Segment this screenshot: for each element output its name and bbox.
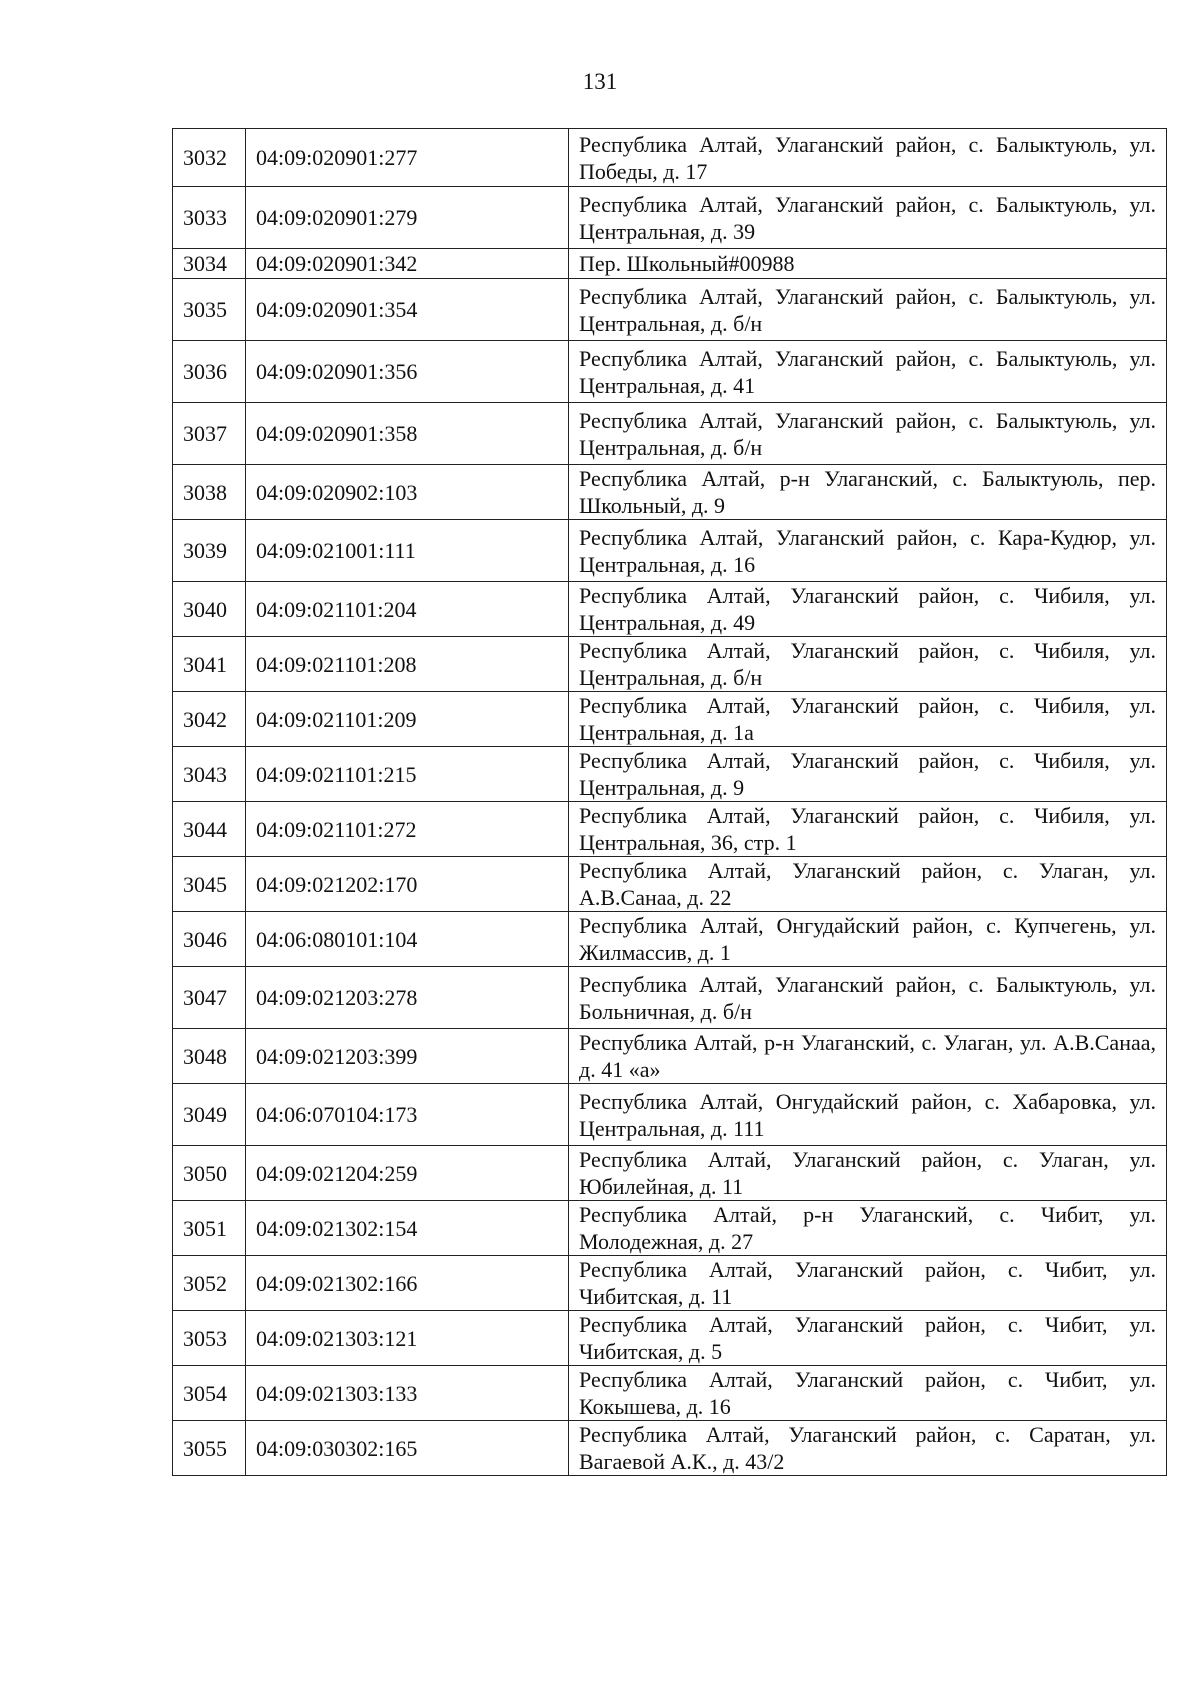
- cadastral-number: 04:09:030302:165: [246, 1421, 569, 1476]
- table-row: [173, 582, 1167, 637]
- table-row: [173, 1366, 1167, 1421]
- table-row: [173, 1421, 1167, 1476]
- address: Республика Алтай, Улаганский район, с. Чибиля, ул. Центральная, д. 49: [569, 582, 1167, 637]
- table-body: [173, 129, 1167, 1476]
- table-row: [173, 249, 1167, 279]
- address: Республика Алтай, Онгудайский район, с. Купчегень, ул. Жилмассив, д. 1: [569, 912, 1167, 967]
- table-row: [173, 1146, 1167, 1201]
- table-row: [173, 637, 1167, 692]
- address: Республика Алтай, Улаганский район, с. Улаган, ул. А.В.Санаа, д. 22: [569, 857, 1167, 912]
- row-number: 3048: [173, 1029, 246, 1084]
- cadastral-number: 04:09:021101:272: [246, 802, 569, 857]
- cadastral-number: 04:09:021302:166: [246, 1256, 569, 1311]
- row-number: 3039: [173, 520, 246, 582]
- table-row: [173, 1256, 1167, 1311]
- row-number: 3051: [173, 1201, 246, 1256]
- address: Республика Алтай, р-н Улаганский, с. Чибит, ул. Молодежная, д. 27: [569, 1201, 1167, 1256]
- address: Республика Алтай, Улаганский район, с. Чибит, ул. Кокышева, д. 16: [569, 1366, 1167, 1421]
- cadastral-number: 04:09:020902:103: [246, 465, 569, 520]
- table-row: [173, 967, 1167, 1029]
- row-number: 3046: [173, 912, 246, 967]
- table-row: [173, 403, 1167, 465]
- address: Республика Алтай, р-н Улаганский, с. Балыктуюль, пер. Школьный, д. 9: [569, 465, 1167, 520]
- table-row: [173, 465, 1167, 520]
- row-number: 3052: [173, 1256, 246, 1311]
- row-number: 3033: [173, 187, 246, 249]
- cadastral-number: 04:06:080101:104: [246, 912, 569, 967]
- cadastral-number: 04:06:070104:173: [246, 1084, 569, 1146]
- table-row: [173, 129, 1167, 187]
- row-number: 3038: [173, 465, 246, 520]
- cadastral-number: 04:09:021101:208: [246, 637, 569, 692]
- cadastral-number: 04:09:021001:111: [246, 520, 569, 582]
- cadastral-number: 04:09:021101:215: [246, 747, 569, 802]
- row-number: 3055: [173, 1421, 246, 1476]
- address: Республика Алтай, Онгудайский район, с. Хабаровка, ул. Центральная, д. 111: [569, 1084, 1167, 1146]
- table-row: [173, 187, 1167, 249]
- cadastral-number: 04:09:021303:133: [246, 1366, 569, 1421]
- cadastral-number: 04:09:021204:259: [246, 1146, 569, 1201]
- cadastral-number: 04:09:020901:342: [246, 249, 569, 279]
- address: Пер. Школьный#00988: [569, 249, 1167, 279]
- cadastral-number: 04:09:020901:354: [246, 279, 569, 341]
- row-number: 3049: [173, 1084, 246, 1146]
- page-number: 131: [582, 69, 618, 94]
- address: Республика Алтай, Улаганский район, с. Балыктуюль, ул. Центральная, д. 41: [569, 341, 1167, 403]
- table-row: [173, 1311, 1167, 1366]
- table-row: [173, 747, 1167, 802]
- address: Республика Алтай, Улаганский район, с. Чибиля, ул. Центральная, д. 1а: [569, 692, 1167, 747]
- cadastral-number: 04:09:021101:209: [246, 692, 569, 747]
- row-number: 3035: [173, 279, 246, 341]
- address: Республика Алтай, Улаганский район, с. Балыктуюль, ул. Центральная, д. 39: [569, 187, 1167, 249]
- table-row: [173, 1029, 1167, 1084]
- row-number: 3054: [173, 1366, 246, 1421]
- address: Республика Алтай, Улаганский район, с. Балыктуюль, ул. Центральная, д. б/н: [569, 403, 1167, 465]
- row-number: 3034: [173, 249, 246, 279]
- address: Республика Алтай, Улаганский район, с. Балыктуюль, ул. Победы, д. 17: [569, 129, 1167, 187]
- address: Республика Алтай, Улаганский район, с. Балыктуюль, ул. Больничная, д. б/н: [569, 967, 1167, 1029]
- cadastral-number: 04:09:021302:154: [246, 1201, 569, 1256]
- address: Республика Алтай, Улаганский район, с. Балыктуюль, ул. Центральная, д. б/н: [569, 279, 1167, 341]
- cadastral-number: 04:09:021203:399: [246, 1029, 569, 1084]
- table-row: [173, 802, 1167, 857]
- cadastral-number: 04:09:020901:358: [246, 403, 569, 465]
- row-number: 3041: [173, 637, 246, 692]
- address: Республика Алтай, Улаганский район, с. Чибит, ул. Чибитская, д. 11: [569, 1256, 1167, 1311]
- row-number: 3053: [173, 1311, 246, 1366]
- row-number: 3040: [173, 582, 246, 637]
- table-row: [173, 692, 1167, 747]
- address: Республика Алтай, Улаганский район, с. Улаган, ул. Юбилейная, д. 11: [569, 1146, 1167, 1201]
- table-row: [173, 1084, 1167, 1146]
- table-row: [173, 341, 1167, 403]
- table-row: [173, 279, 1167, 341]
- table-row: [173, 912, 1167, 967]
- address: Республика Алтай, Улаганский район, с. Кара-Кудюр, ул. Центральная, д. 16: [569, 520, 1167, 582]
- table-row: [173, 857, 1167, 912]
- address: Республика Алтай, Улаганский район, с. Чибиля, ул. Центральная, д. 9: [569, 747, 1167, 802]
- row-number: 3037: [173, 403, 246, 465]
- property-table: [172, 128, 1167, 1476]
- cadastral-number: 04:09:021203:278: [246, 967, 569, 1029]
- cadastral-number: 04:09:021202:170: [246, 857, 569, 912]
- cadastral-number: 04:09:021101:204: [246, 582, 569, 637]
- row-number: 3042: [173, 692, 246, 747]
- address: Республика Алтай, Улаганский район, с. Чибиля, ул. Центральная, 36, стр. 1: [569, 802, 1167, 857]
- row-number: 3047: [173, 967, 246, 1029]
- address: Республика Алтай, р-н Улаганский, с. Улаган, ул. А.В.Санаа, д. 41 «а»: [569, 1029, 1167, 1084]
- address: Республика Алтай, Улаганский район, с. Чибиля, ул. Центральная, д. б/н: [569, 637, 1167, 692]
- row-number: 3032: [173, 129, 246, 187]
- table-row: [173, 1201, 1167, 1256]
- cadastral-number: 04:09:020901:356: [246, 341, 569, 403]
- table-row: [173, 520, 1167, 582]
- address: Республика Алтай, Улаганский район, с. Саратан, ул. Вагаевой А.К., д. 43/2: [569, 1421, 1167, 1476]
- row-number: 3044: [173, 802, 246, 857]
- row-number: 3050: [173, 1146, 246, 1201]
- row-number: 3043: [173, 747, 246, 802]
- cadastral-number: 04:09:020901:277: [246, 129, 569, 187]
- address: Республика Алтай, Улаганский район, с. Чибит, ул. Чибитская, д. 5: [569, 1311, 1167, 1366]
- row-number: 3036: [173, 341, 246, 403]
- cadastral-number: 04:09:020901:279: [246, 187, 569, 249]
- row-number: 3045: [173, 857, 246, 912]
- cadastral-number: 04:09:021303:121: [246, 1311, 569, 1366]
